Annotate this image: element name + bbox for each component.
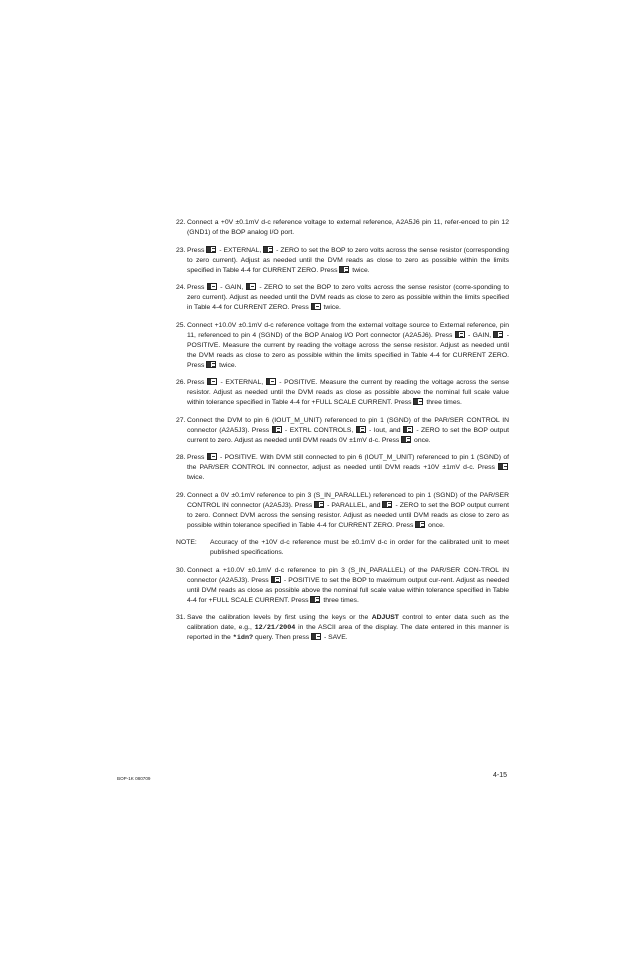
text-run: twice. <box>187 474 205 481</box>
function-key-icon <box>311 633 321 640</box>
step-number: 29. <box>176 491 186 499</box>
step-number: 26. <box>176 379 186 386</box>
step-text <box>187 566 509 606</box>
text-run: - POSITIVE. Measure the current by reading the voltage across the sense resistor. Adjust as needed until the DVM reads as close as possible above the nominal full scale value within tolerance specified in Table 4-4 for +FULL SCALE CURRENT. Press <box>187 379 509 406</box>
text-run: - ZERO to set the BOP output current to zero. Connect DVM across the sensing resistor. Adjust as needed until DVM reads as close to zero as possible within tolerance specified in Table 4-4 for CURRENT ZERO. Press <box>187 501 509 529</box>
text-run: three times. <box>321 596 359 604</box>
text-run: - POSITIVE to set the BOP to maximum output cur-rent. Adjust as needed until DVM reads as close as possible above the nominal full scale value within tolerance specified in Table 4-4 for +FULL SCALE CURRENT. Press <box>187 576 510 604</box>
step-31 <box>176 613 509 643</box>
text-run: once. <box>426 521 445 529</box>
text-run: Connect a 0V ±0.1mV reference to pin 3 (S_IN_PARALLEL) referenced to pin 1 (SGND) of the PAR/SER CONTROL IN connector (A2A5J3). Press <box>187 491 509 509</box>
step-text <box>187 321 509 371</box>
function-key-icon <box>246 283 256 290</box>
step-text <box>187 283 509 313</box>
text-run: - POSITIVE. With DVM still connected to pin 6 (IOUT_M_UNIT) referenced to pin 1 (SGND) of the PAR/SER CONTROL IN connector, adjust as needed until DVM reads +10V ±1mV d-c. Press <box>187 454 509 471</box>
function-key-icon <box>493 331 503 338</box>
text-run: query. Then press <box>253 634 312 641</box>
step-25 <box>176 321 509 371</box>
text-run: - PARALLEL, and <box>325 501 383 509</box>
note-label: NOTE: <box>176 539 197 546</box>
function-key-icon <box>266 378 276 385</box>
step-number: 27. <box>176 416 186 424</box>
function-key-icon <box>403 426 413 433</box>
function-key-icon <box>356 426 366 433</box>
text-run: twice. <box>350 266 370 274</box>
text-run: Connect a +0V ±0.1mV d-c reference voltage to external reference, A2A5J6 pin 11, refer-enced to pin 12 (GND1) of the BOP analog I/O port. <box>187 219 509 236</box>
text-run: - GAIN, <box>217 284 246 291</box>
function-key-icon <box>413 398 423 405</box>
text-run: Press <box>187 246 207 254</box>
step-text <box>187 613 509 643</box>
step-number: 28. <box>176 454 186 461</box>
text-run: - ZERO to set the BOP to zero volts across the sense resistor (corre-sponding to zero current). Adjust as needed until the DVM reads as close to zero as possible within the limits specified in Table 4-4 for CURRENT ZERO. Press <box>187 284 509 311</box>
text-run: Connect a +10.0V ±0.1mV d-c reference to pin 3 (S_IN_PARALLEL) of the PAR/SER CON-TROL IN connector (A2A5J3). Press <box>187 566 509 584</box>
step-text <box>187 453 509 483</box>
text-run: twice. <box>217 361 237 369</box>
function-key-icon <box>498 463 508 470</box>
step-text <box>187 246 509 276</box>
text-run: Connect the DVM to pin 6 (IOUT_M_UNIT) referenced to pin 1 (SGND) of the PAR/SER CONTROL IN connector (A2A5J3). Press <box>187 416 509 434</box>
function-key-icon <box>207 283 217 290</box>
function-key-icon <box>206 246 216 253</box>
page-number: 4-15 <box>493 772 508 779</box>
function-key-icon <box>314 501 324 508</box>
step-29 <box>176 491 509 531</box>
text-run: - EXTERNAL, <box>217 379 266 386</box>
function-key-icon <box>415 521 425 528</box>
function-key-icon <box>339 266 349 273</box>
step-number: 31. <box>176 614 186 621</box>
step-number: 30. <box>176 566 186 574</box>
step-text <box>187 491 509 531</box>
text-run: Press <box>187 284 207 291</box>
step-28 <box>176 453 509 483</box>
function-key-icon <box>382 501 392 508</box>
step-number: 22. <box>176 219 186 226</box>
function-key-icon <box>206 361 216 368</box>
text-run: - ZERO to set the BOP output current to zero. Adjust as needed until DVM reads 0V ±1mV d-c. Press <box>187 426 510 444</box>
text-run: - Iout, and <box>366 426 403 434</box>
text-run: - GAIN, <box>465 331 494 339</box>
function-key-icon <box>310 596 320 603</box>
step-text <box>187 218 509 238</box>
step-22 <box>176 218 509 238</box>
text-run: Accuracy of the +10V d-c reference must be ±0.1mV d-c in order for the calibrated unit to meet published specifications. <box>210 539 509 556</box>
adjust-control-label: ADJUST <box>371 614 399 621</box>
text-run: in the ASCII area of the display. The date entered in this manner is reported in the <box>187 624 509 641</box>
step-number: 25. <box>176 321 186 329</box>
calibration-procedure <box>176 218 509 651</box>
text-run: - EXTRL CONTROLS, <box>282 426 356 434</box>
step-text <box>187 416 509 446</box>
step-26 <box>176 378 509 408</box>
function-key-icon <box>271 576 281 583</box>
function-key-icon <box>311 303 321 310</box>
function-key-icon <box>207 453 217 460</box>
text-run: Save the calibration levels by first using the keys or the <box>187 614 372 621</box>
text-run: - ZERO to set the BOP to zero volts across the sense resistor (corresponding to zero current). Adjust as needed until the DVM reads as close to zero as possible within the limits specified in Table 4-4 for CURRENT ZERO. Press <box>187 246 510 274</box>
step-text <box>187 378 509 408</box>
text-run: three times. <box>424 399 462 406</box>
text-run: control to enter data such as the calibration date, e.g., <box>187 614 509 631</box>
footer-doc-id: BOP-1K 080709 <box>117 776 151 781</box>
function-key-icon <box>207 378 217 385</box>
note-text <box>210 538 509 558</box>
text-run: - SAVE. <box>322 634 348 641</box>
note <box>176 538 509 558</box>
function-key-icon <box>272 426 282 433</box>
function-key-icon <box>401 436 411 443</box>
step-23 <box>176 246 509 276</box>
text-run: twice. <box>321 304 341 311</box>
step-number: 24. <box>176 284 186 291</box>
step-number: 23. <box>176 246 186 254</box>
idn-query: *idn? <box>232 634 254 642</box>
example-date: 12/21/2004 <box>254 624 296 632</box>
step-30 <box>176 566 509 606</box>
function-key-icon <box>263 246 273 253</box>
step-27 <box>176 416 509 446</box>
function-key-icon <box>455 331 465 338</box>
text-run: - EXTERNAL, <box>217 246 264 254</box>
text-run: Press <box>187 454 207 461</box>
text-run: once. <box>412 436 431 444</box>
text-run: Press <box>187 379 207 386</box>
step-24 <box>176 283 509 313</box>
text-run: Connect +10.0V ±0.1mV d-c reference voltage from the external voltage source to External reference, pin 11, referenced to pin 4 (SGND) of the BOP Analog I/O Port connector (A2A5J6). Press <box>187 321 509 339</box>
text-run: - POSITIVE. Measure the current by reading the voltage across the sense resistor. Adjust as needed until the DVM reads as close to zero as possible within the limits specified in Table 4-4 for CURRENT ZERO. Press <box>187 331 510 369</box>
